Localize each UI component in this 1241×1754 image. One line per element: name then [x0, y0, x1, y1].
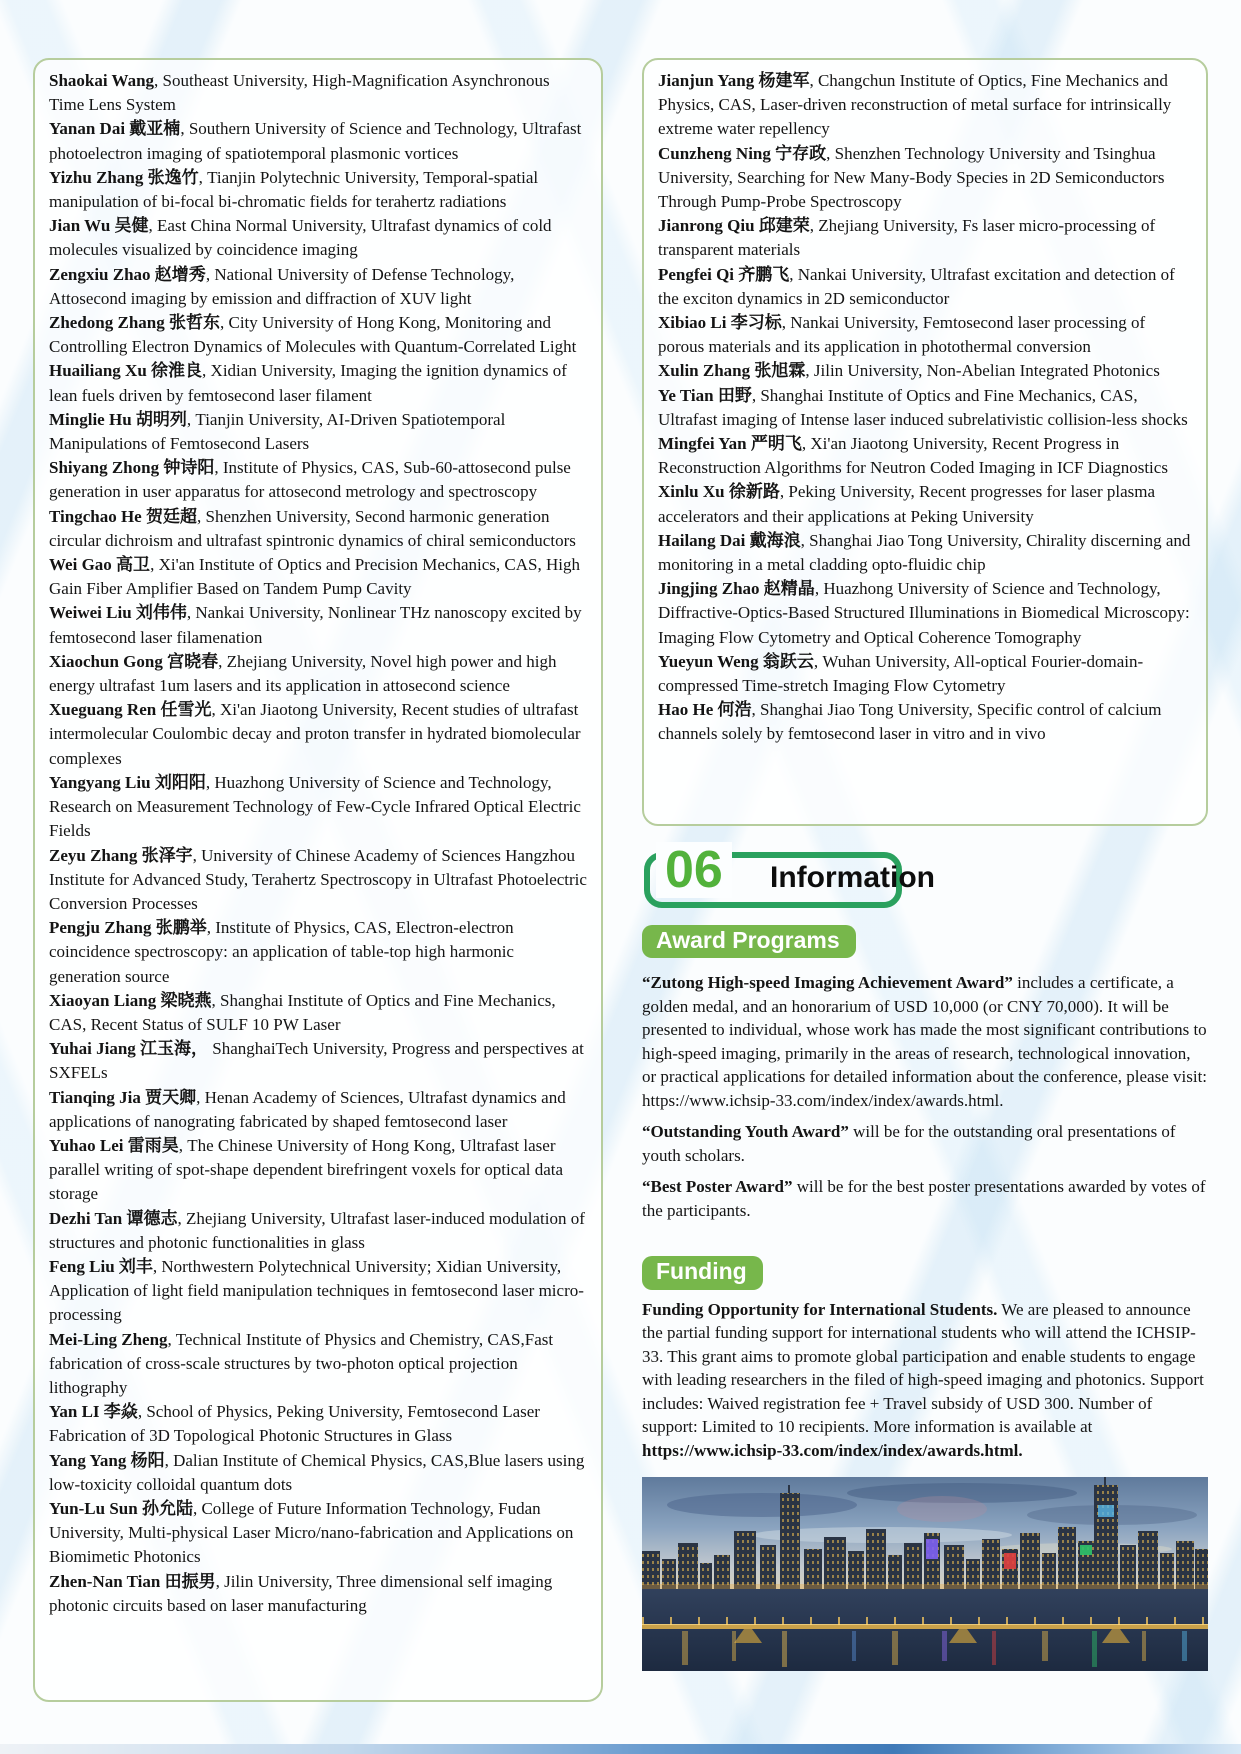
speaker-name: Jingjing Zhao 赵精晶 — [658, 579, 815, 599]
speaker-entry — [49, 1255, 587, 1328]
speaker-entry — [49, 916, 587, 989]
speaker-entry — [49, 117, 587, 165]
speaker-name: Pengju Zhang 张鹏举 — [49, 918, 207, 938]
speaker-panel-right — [642, 58, 1208, 826]
section-number: 06 — [656, 842, 732, 898]
award-programs-heading: Award Programs — [642, 925, 856, 958]
speaker-details: , The Chinese University of Hong Kong, Ultrafast laser parallel writing of spot-shape dependent birefringent voxels for optical data storage — [49, 1135, 564, 1204]
speaker-entry — [49, 456, 587, 504]
speaker-name: Huailiang Xu 徐淮良 — [49, 361, 203, 381]
speaker-name: Yuhao Lei 雷雨昊 — [49, 1135, 179, 1155]
speaker-details: , College of Future Information Technology, Fudan University, Multi-physical Laser Micro/nano-fabrication and Applications on Biomimetic Photonics — [49, 1498, 574, 1567]
speaker-entry — [49, 359, 587, 407]
speaker-details: , Shanghai Jiao Tong University, Chirality discerning and monitoring in a metal cladding opto-fluidic chip — [658, 530, 1191, 575]
speaker-entry — [658, 142, 1192, 215]
speaker-name: Zhedong Zhang 张哲东 — [49, 313, 220, 333]
speaker-entry — [49, 1207, 587, 1255]
speaker-entry — [49, 1086, 587, 1134]
speaker-name: Yanan Dai 戴亚楠 — [49, 119, 181, 139]
speaker-entry — [49, 771, 587, 844]
speaker-details: , Wuhan University, All-optical Fourier-domain-compressed Time-stretch Imaging Flow Cytometry — [658, 651, 1144, 696]
speaker-entry — [49, 698, 587, 771]
award-paragraph — [642, 1175, 1208, 1222]
speaker-panel-left — [33, 58, 603, 1702]
speaker-name: Yan LI 李焱 — [49, 1402, 138, 1422]
speaker-name: Yangyang Liu 刘阳阳 — [49, 772, 206, 792]
speaker-details: , Xi'an Institute of Optics and Precision Mechanics, CAS, High Gain Fiber Amplifier Based on Tandem Pump Cavity — [49, 555, 580, 599]
speaker-entry — [49, 1134, 587, 1207]
speaker-details: , Tianjin Polytechnic University, Temporal-spatial manipulation of bi-focal bi-chromatic fields for terahertz radiations — [49, 167, 539, 212]
speaker-entry — [658, 529, 1192, 577]
speaker-name: Yang Yang 杨阳 — [49, 1450, 165, 1470]
speaker-entry — [658, 311, 1192, 359]
speaker-details: , Huazhong University of Science and Technology, Diffractive-Optics-Based Structured Illuminations in Biomedical Microscopy: Imaging Flow Cytometry and Optical Coherence Tomography — [658, 579, 1190, 647]
speaker-entry — [49, 553, 587, 601]
award-name: “Outstanding Youth Award” — [642, 1122, 849, 1142]
speaker-name: Shiyang Zhong 钟诗阳 — [49, 458, 215, 478]
section-06-badge — [644, 841, 935, 908]
speaker-name: Yizhu Zhang 张逸竹 — [49, 167, 199, 187]
speaker-entry — [49, 601, 587, 649]
speaker-details: , Shanghai Institute of Optics and Fine Mechanics, CAS, Ultrafast imaging of Intense laser induced subrelativistic collision-less shocks — [658, 385, 1188, 429]
speaker-entry — [49, 1497, 587, 1570]
speaker-entry — [49, 505, 587, 553]
speaker-details: , Zhejiang University, Fs laser micro-processing of transparent materials — [658, 216, 1156, 260]
speaker-details: , East China Normal University, Ultrafast dynamics of cold molecules visualized by coincidence imaging — [49, 216, 552, 260]
speaker-name: Jianrong Qiu 邱建荣 — [658, 216, 810, 236]
speaker-entry — [658, 359, 1192, 383]
speaker-entry — [49, 166, 587, 214]
speaker-entry — [658, 650, 1192, 698]
speaker-details: , Shenzhen University, Second harmonic generation circular dichroism and ultrafast spintronic dynamics of chiral semiconductors — [49, 506, 576, 550]
speaker-name: Zeyu Zhang 张泽宇 — [49, 845, 193, 865]
speaker-name: Yueyun Weng 翁跃云 — [658, 651, 814, 671]
speaker-name: Mingfei Yan 严明飞 — [658, 434, 802, 454]
speaker-entry — [49, 989, 587, 1037]
award-paragraphs — [642, 971, 1208, 1222]
awards-link: https://www.ichsip-33.com/index/index/awards.html. — [642, 1440, 1023, 1460]
speaker-list-right — [658, 69, 1192, 747]
speaker-details: , Nankai University, Ultrafast excitation and detection of the exciton dynamics in 2D semiconductor — [658, 264, 1175, 308]
funding-text: We are pleased to announce the partial funding support for international students who will attend the ICHSIP-33. This grant aims to promote global participation and enable students to engage with leading researchers in the filed of high-speed imaging and photonics. Support includes: Waived registration fee + Travel subsidy of USD 300. Number of support: Limited to 10 recipients. More information is available at — [642, 1299, 1204, 1437]
speaker-details: , Xi'an Jiaotong University, Recent studies of ultrafast intermolecular Coulombic decay and proton transfer in hydrated biomolecular complexes — [49, 700, 581, 768]
speaker-entry — [658, 263, 1192, 311]
speaker-name: Cunzheng Ning 宁存政 — [658, 143, 827, 163]
speaker-details: , Dalian Institute of Chemical Physics, CAS,Blue lasers using low-toxicity colloidal quantum dots — [49, 1450, 585, 1494]
speaker-name: Xibiao Li 李习标 — [658, 313, 782, 333]
speaker-entry — [49, 1570, 587, 1618]
award-text: will be for the best poster presentations awarded by votes of the participants. — [642, 1177, 1206, 1220]
speaker-name: Tingchao He 贺廷超 — [49, 506, 197, 526]
page-bottom-bar — [0, 1744, 1241, 1754]
speaker-entry — [49, 1328, 587, 1401]
city-skyline-photo — [642, 1477, 1208, 1671]
speaker-details: , Zhejiang University, Ultrafast laser-induced modulation of structures and photonic functionalities in glass — [49, 1208, 585, 1252]
speaker-details: , Southeast University, High-Magnification Asynchronous Time Lens System — [49, 71, 550, 115]
information-section — [642, 841, 1208, 1671]
speaker-details: , Shanghai Jiao Tong University, Specific control of calcium channels solely by femtosecond laser in vitro and in vivo — [658, 700, 1162, 744]
speaker-name: Xiaoyan Liang 梁晓燕 — [49, 990, 212, 1010]
speaker-name: Hao He 何浩 — [658, 700, 752, 720]
speaker-entry — [49, 263, 587, 311]
speaker-details: ShanghaiTech University, Progress and perspectives at SXFELs — [49, 1039, 584, 1083]
speaker-name: Zhen-Nan Tian 田振男 — [49, 1571, 216, 1591]
speaker-entry — [49, 650, 587, 698]
speaker-details: , Shanghai Institute of Optics and Fine Mechanics, CAS, Recent Status of SULF 10 PW Laser — [49, 990, 556, 1034]
speaker-details: , Southern University of Science and Technology, Ultrafast photoelectron imaging of spatiotemporal plasmonic vortices — [49, 119, 582, 163]
speaker-details: , Henan Academy of Sciences, Ultrafast dynamics and applications of nanograting fabricated by shaped femtosecond laser — [49, 1087, 566, 1131]
speaker-details: , Institute of Physics, CAS, Electron-electron coincidence spectroscopy: an application of table-top high harmonic generation source — [49, 918, 514, 986]
speaker-name: Xulin Zhang 张旭霖 — [658, 361, 806, 381]
speaker-details: , City University of Hong Kong, Monitoring and Controlling Electron Dynamics of Molecules with Quantum-Correlated Light — [49, 313, 577, 357]
speaker-name: Xinlu Xu 徐新路 — [658, 482, 780, 502]
speaker-details: , University of Chinese Academy of Sciences Hangzhou Institute for Advanced Study, Terahertz Spectroscopy in Ultrafast Photoelectric Conversion Processes — [49, 845, 587, 913]
speaker-name: Weiwei Liu 刘伟伟 — [49, 603, 187, 623]
speaker-details: , Tianjin University, AI-Driven Spatiotemporal Manipulations of Femtosecond Lasers — [49, 409, 506, 454]
award-paragraph — [642, 1120, 1208, 1167]
speaker-name: Yun-Lu Sun 孙允陆 — [49, 1498, 193, 1518]
award-name: “Zutong High-speed Imaging Achievement Award” — [642, 973, 1013, 993]
speaker-details: , Shenzhen Technology University and Tsinghua University, Searching for New Many-Body Species in 2D Semiconductors Through Pump-Probe Spectroscopy — [658, 143, 1165, 212]
speaker-details: , Nankai University, Femtosecond laser processing of porous materials and its application in photothermal conversion — [658, 313, 1146, 357]
speaker-entry — [49, 1400, 587, 1448]
speaker-list-left — [49, 69, 587, 1618]
speaker-details: , Xidian University, Imaging the ignition dynamics of lean fuels driven by femtosecond laser filament — [49, 361, 567, 405]
speaker-name: Dezhi Tan 谭德志 — [49, 1208, 178, 1228]
speaker-entry — [49, 844, 587, 917]
speaker-entry — [658, 69, 1192, 142]
speaker-details: , Institute of Physics, CAS, Sub-60-attosecond pulse generation in user apparatus for attosecond metrology and spectroscopy — [49, 458, 571, 502]
speaker-details: , Nankai University, Nonlinear THz nanoscopy excited by femtosecond laser filamenation — [49, 603, 582, 647]
speaker-details: , Jilin University, Non-Abelian Integrated Photonics — [805, 361, 1160, 381]
speaker-name: Wei Gao 高卫 — [49, 555, 151, 575]
speaker-details: , Zhejiang University, Novel high power and high energy ultrafast 1um lasers and its application in attosecond science — [49, 651, 557, 696]
speaker-details: , Xi'an Jiaotong University, Recent Progress in Reconstruction Algorithms for Neutron Coded Imaging in ICF Diagnostics — [658, 434, 1168, 478]
speaker-entry — [658, 214, 1192, 262]
speaker-details: , National University of Defense Technology, Attosecond imaging by emission and diffraction of XUV light — [49, 264, 515, 308]
speaker-details: , Huazhong University of Science and Technology, Research on Measurement Technology of Few-Cycle Infrared Optical Electric Fields — [49, 772, 581, 841]
funding-paragraph — [642, 1298, 1208, 1463]
award-text: will be for the outstanding oral presentations of youth scholars. — [642, 1122, 1176, 1165]
speaker-name: Minglie Hu 胡明列 — [49, 409, 187, 429]
speaker-details: , Jilin University, Three dimensional self imaging photonic circuits based on laser manufacturing — [49, 1571, 553, 1615]
section-title: Information — [770, 861, 935, 894]
speaker-entry — [49, 311, 587, 359]
funding-lead: Funding Opportunity for International Students. — [642, 1299, 998, 1319]
speaker-entry — [658, 577, 1192, 650]
speaker-entry — [658, 480, 1192, 528]
speaker-entry — [49, 408, 587, 456]
speaker-details: , School of Physics, Peking University, Femtosecond Laser Fabrication of 3D Topological Photonic Structures in Glass — [49, 1402, 540, 1446]
speaker-entry — [49, 69, 587, 117]
award-name: “Best Poster Award” — [642, 1177, 793, 1197]
speaker-name: Pengfei Qi 齐鹏飞 — [658, 264, 790, 284]
speaker-details: , Peking University, Recent progresses for laser plasma accelerators and their applications at Peking University — [658, 482, 1156, 526]
speaker-entry — [49, 1449, 587, 1497]
speaker-name: Mei-Ling Zheng — [49, 1329, 168, 1349]
speaker-name: Xiaochun Gong 宫晓春 — [49, 651, 219, 671]
funding-heading: Funding — [642, 1256, 763, 1289]
speaker-name: Xueguang Ren 任雪光 — [49, 700, 212, 720]
speaker-entry — [658, 698, 1192, 746]
speaker-name: Ye Tian 田野 — [658, 385, 752, 405]
speaker-entry — [49, 1037, 587, 1085]
speaker-details: , Technical Institute of Physics and Chemistry, CAS,Fast fabrication of cross-scale structures by two-photon optical projection lithography — [49, 1329, 554, 1397]
speaker-name: Hailang Dai 戴海浪 — [658, 530, 801, 550]
speaker-details: , Changchun Institute of Optics, Fine Mechanics and Physics, CAS, Laser-driven reconstruction of metal surface for intrinsically extreme water repellency — [658, 71, 1172, 139]
speaker-entry — [658, 384, 1192, 432]
speaker-name: Zengxiu Zhao 赵增秀 — [49, 264, 206, 284]
speaker-name: Feng Liu 刘丰 — [49, 1256, 153, 1276]
speaker-name: Jianjun Yang 杨建军 — [658, 71, 810, 90]
speaker-name: Shaokai Wang — [49, 71, 155, 90]
speaker-name: Tianqing Jia 贾天卿 — [49, 1087, 197, 1107]
speaker-name: Jian Wu 吴健 — [49, 216, 149, 236]
award-text: includes a certificate, a golden medal, and an honorarium of USD 10,000 (or CNY 70,000). It will be presented to individual, whose work has made the most significant contributions to high-speed imaging, primarily in the areas of research, technological innovation, or practical applications for detailed information about the conference, please visit: https://www.ichsip-33.com/index/index/awards.html. — [642, 973, 1208, 1110]
award-paragraph — [642, 971, 1208, 1112]
speaker-entry — [49, 214, 587, 262]
speaker-details: , Northwestern Polytechnical University; Xidian University, Application of light field manipulation techniques in femtosecond laser micro-processing — [49, 1256, 584, 1325]
speaker-name: Yuhai Jiang 江玉海， — [49, 1039, 209, 1059]
speaker-entry — [658, 432, 1192, 480]
